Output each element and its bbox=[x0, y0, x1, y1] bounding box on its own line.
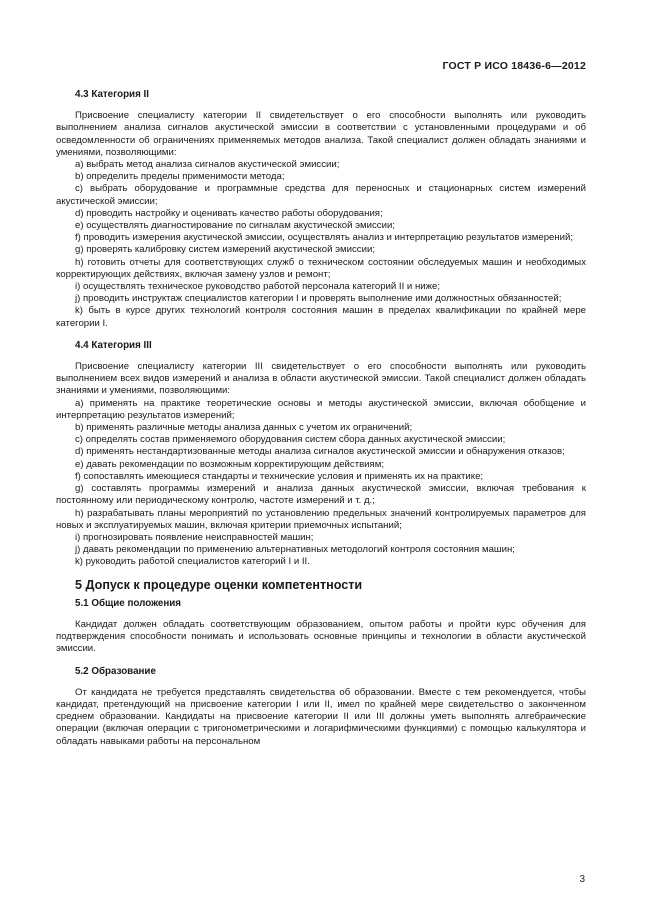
list-item: f) сопоставлять имеющиеся стандарты и технические условия и применять их на практике; bbox=[75, 470, 484, 482]
list-item: b) определить пределы применимости метода; bbox=[75, 171, 285, 183]
list-item: d) применять нестандартизованные методы анализа сигналов акустической эмиссии и обнаружения отказов; bbox=[75, 446, 565, 458]
section-4-3-intro: Присвоение специалисту категории II свидетельствует о его способности выполнять или руководить выполнением анализа сигналов акустической эмиссии в соответствии с установленными процедурами и об осведомленности об ограничениях применяемых методов анализа. Такой специалист должен обладать знаниями и умениями, позволяющими: bbox=[56, 110, 586, 158]
section-4-4-intro: Присвоение специалисту категории III свидетельствует о его способности выполнять или руководить выполнением всех видов измерений и анализа в области акустической эмиссии. Такой специалист должен обладать знаниями и умениями, позволяющими: bbox=[56, 361, 586, 397]
list-item: k) быть в курсе других технологий контроля состояния машин в пределах квалификации по крайней мере категории I. bbox=[56, 305, 586, 329]
section-4-3-heading: 4.3 Категория II bbox=[75, 89, 149, 100]
list-item: i) прогнозировать появление неисправностей машин; bbox=[75, 531, 314, 543]
section-5-1-text: Кандидат должен обладать соответствующим образованием, опытом работы и пройти курс обучения для подтверждения способности понимать и использовать основные принципы и технологии в области акустической эмиссии. bbox=[56, 618, 586, 655]
section-4-3-list bbox=[56, 159, 586, 330]
section-4-4-heading: 4.4 Категория III bbox=[75, 339, 152, 351]
list-item: b) применять различные методы анализа данных с учетом их ограничений; bbox=[75, 422, 413, 434]
list-item: a) применять на практике теоретические основы и методы акустической эмиссии, включая обобщение и интерпретацию результатов измерений; bbox=[56, 397, 586, 421]
list-item: j) проводить инструктаж специалистов категории I и проверять выполнение ими должностных обязанностей; bbox=[75, 293, 562, 305]
list-item: i) осуществлять техническое руководство работой персонала категорий II и ниже; bbox=[75, 281, 441, 293]
list-item: h) готовить отчеты для соответствующих служб о техническом состоянии обследуемых машин и необходимых корректирующих действиях, включая замену узлов и ремонт; bbox=[56, 256, 586, 280]
list-item: d) проводить настройку и оценивать качество работы оборудования; bbox=[75, 207, 383, 219]
list-item: e) давать рекомендации по возможным корректирующим действиям; bbox=[75, 458, 384, 470]
list-item: h) разрабатывать планы мероприятий по установлению предельных значений контролируемых параметров для новых и эксплуатируемых машин, включая критерии приемочных испытаний; bbox=[56, 507, 586, 531]
list-item: g) проверять калибровку систем измерений акустической эмиссии; bbox=[75, 244, 375, 256]
document-code: ГОСТ Р ИСО 18436-6—2012 bbox=[442, 60, 586, 72]
section-5-1-heading: 5.1 Общие положения bbox=[75, 597, 182, 609]
list-item: c) выбрать оборудование и программные средства для переносных и стационарных систем измерений акустической эмиссии; bbox=[56, 183, 586, 207]
section-5-heading: 5 Допуск к процедуре оценки компетентности bbox=[75, 577, 363, 592]
list-item: e) осуществлять диагностирование по сигналам акустической эмиссии; bbox=[75, 220, 395, 232]
list-item: a) выбрать метод анализа сигналов акустической эмиссии; bbox=[75, 159, 340, 171]
page-content bbox=[56, 89, 586, 748]
list-item: k) руководить работой специалистов категорий I и II. bbox=[75, 556, 310, 568]
section-5-2-text: От кандидата не требуется представлять свидетельства об образовании. Вместе с тем рекомендуется, чтобы кандидат, претендующий на присвоение категории I или II, имел по крайней мере свидетельство о законченном среднем образовании. Кандидаты на присвоение категории II или III должны уметь выполнять алгебраические операции (включая операции с тригонометрическими и логарифмическими функциями) с помощью калькулятора и обладать навыками работы на персональном bbox=[56, 686, 586, 747]
list-item: c) определять состав применяемого оборудования систем сбора данных акустической эмиссии; bbox=[75, 434, 506, 446]
list-item: j) давать рекомендации по применению альтернативных методологий контроля состояния машин; bbox=[75, 544, 515, 556]
section-4-4-list bbox=[56, 398, 586, 569]
page-number: 3 bbox=[579, 874, 585, 885]
list-item: g) составлять программы измерений и анализа данных акустической эмиссии, включая требования к постоянному или периодическому контролю, частоте измерений и т. д.; bbox=[56, 483, 586, 507]
section-5-2-heading: 5.2 Образование bbox=[75, 665, 156, 677]
list-item: f) проводить измерения акустической эмиссии, осуществлять анализ и интерпретацию результатов измерений; bbox=[75, 232, 574, 244]
